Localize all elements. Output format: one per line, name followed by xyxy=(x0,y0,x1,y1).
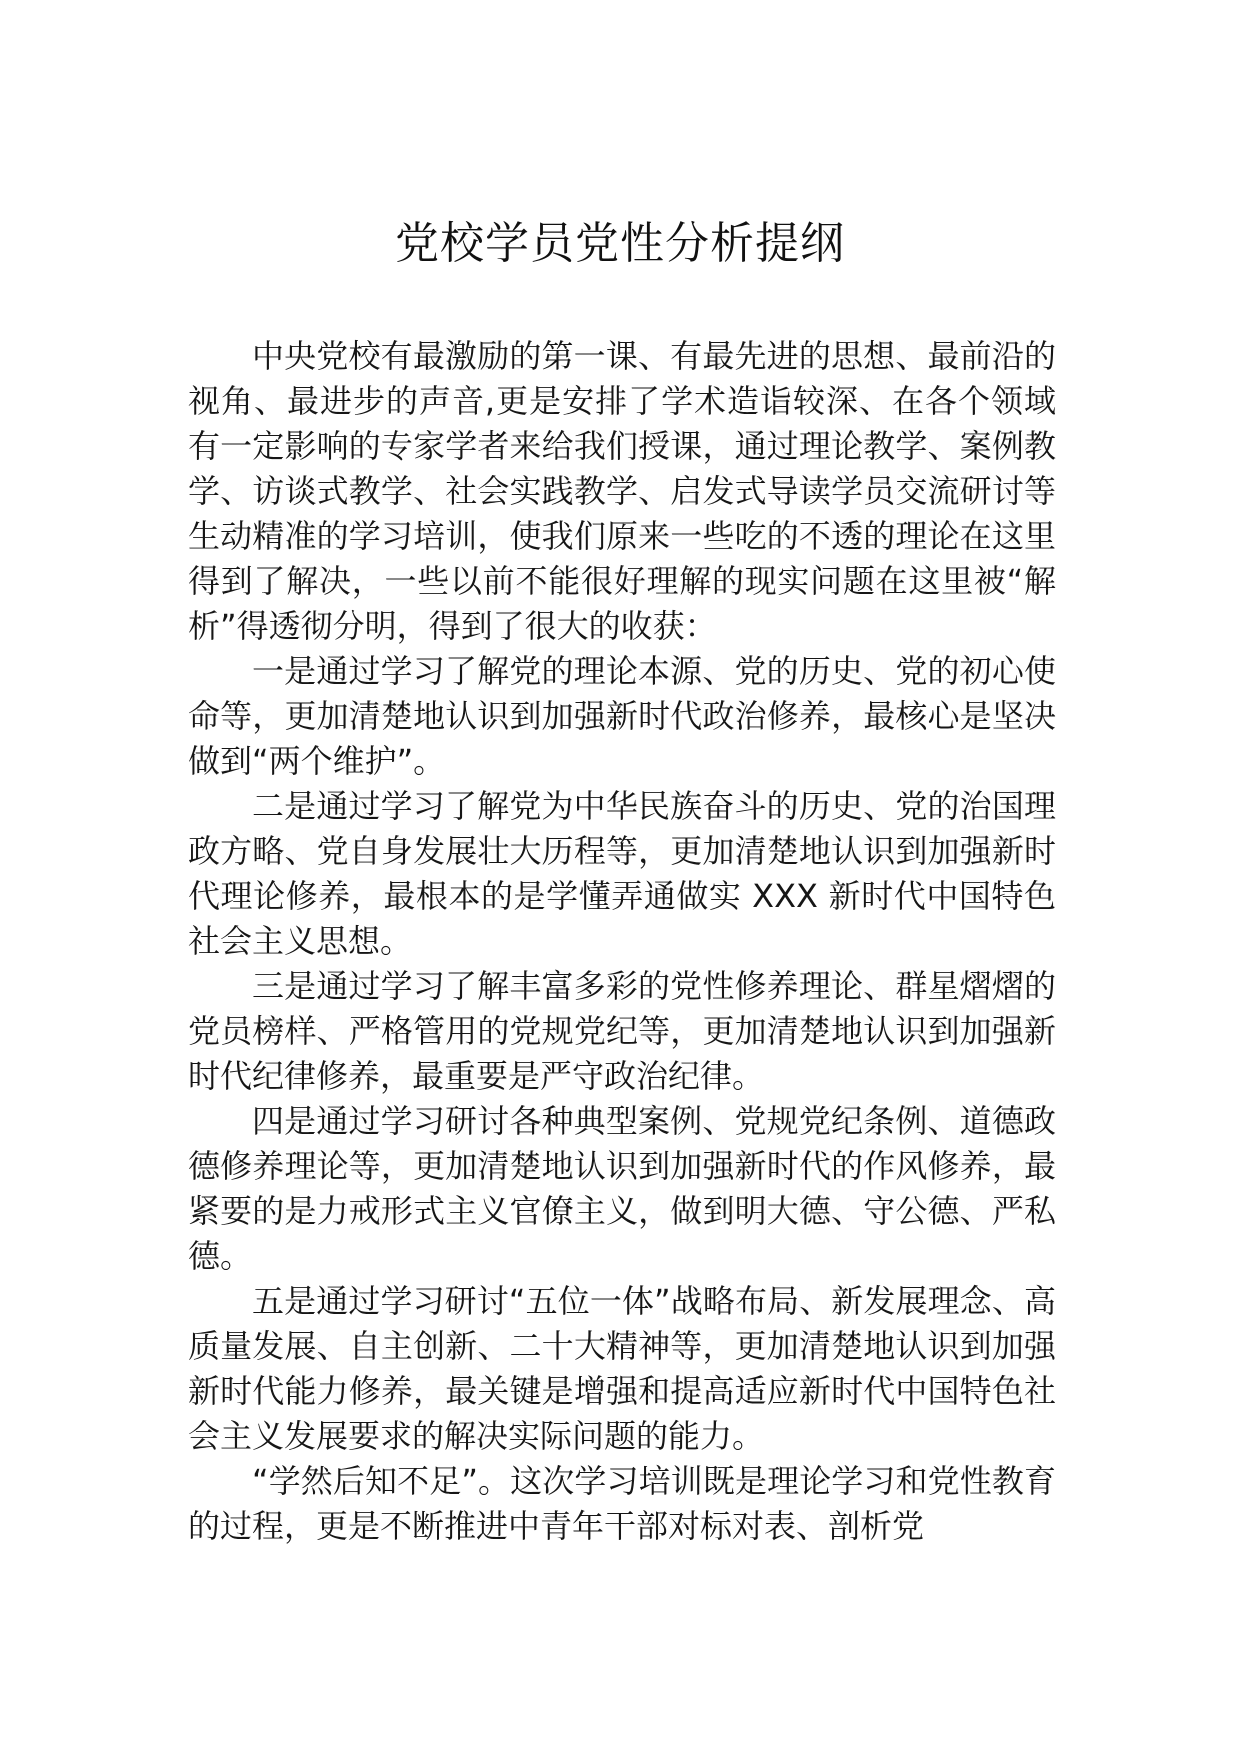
paragraph-conclusion: “学然后知不足”。这次学习培训既是理论学习和党性教育的过程，更是不断推进中青年干部对标对表、剖析党 xyxy=(188,1462,1056,1545)
paragraph-point-1: 一是通过学习了解党的理论本源、党的历史、党的初心使命等，更加清楚地认识到加强新时代政治修养，最核心是坚决做到“两个维护”。 xyxy=(188,652,1056,780)
document-body xyxy=(188,334,1056,1549)
document-title: 党校学员党性分析提纲 xyxy=(395,218,845,269)
paragraph-point-5: 五是通过学习研讨“五位一体”战略布局、新发展理念、高质量发展、自主创新、二十大精神等，更加清楚地认识到加强新时代能力修养，最关键是增强和提高适应新时代中国特色社会主义发展要求的解决实际问题的能力。 xyxy=(188,1282,1056,1455)
paragraph-intro: 中央党校有最激励的第一课、有最先进的思想、最前沿的视角、最进步的声音,更是安排了学术造诣较深、在各个领域有一定影响的专家学者来给我们授课，通过理论教学、案例教学、访谈式教学、社会实践教学、启发式导读学员交流研讨等生动精准的学习培训，使我们原来一些吃的不透的理论在这里得到了解决，一些以前不能很好理解的现实问题在这里被“解析”得透彻分明，得到了很大的收获： xyxy=(188,337,1056,645)
paragraph-point-4: 四是通过学习研讨各种典型案例、党规党纪条例、道德政德修养理论等，更加清楚地认识到加强新时代的作风修养，最紧要的是力戒形式主义官僚主义，做到明大德、守公德、严私德。 xyxy=(188,1102,1056,1275)
paragraph-point-2: 二是通过学习了解党为中华民族奋斗的历史、党的治国理政方略、党自身发展壮大历程等，更加清楚地认识到加强新时代理论修养，最根本的是学懂弄通做实 XXX 新时代中国特色社会主义思想。 xyxy=(188,787,1056,960)
paragraph-point-3: 三是通过学习了解丰富多彩的党性修养理论、群星熠熠的党员榜样、严格管用的党规党纪等，更加清楚地认识到加强新时代纪律修养，最重要是严守政治纪律。 xyxy=(188,967,1056,1095)
